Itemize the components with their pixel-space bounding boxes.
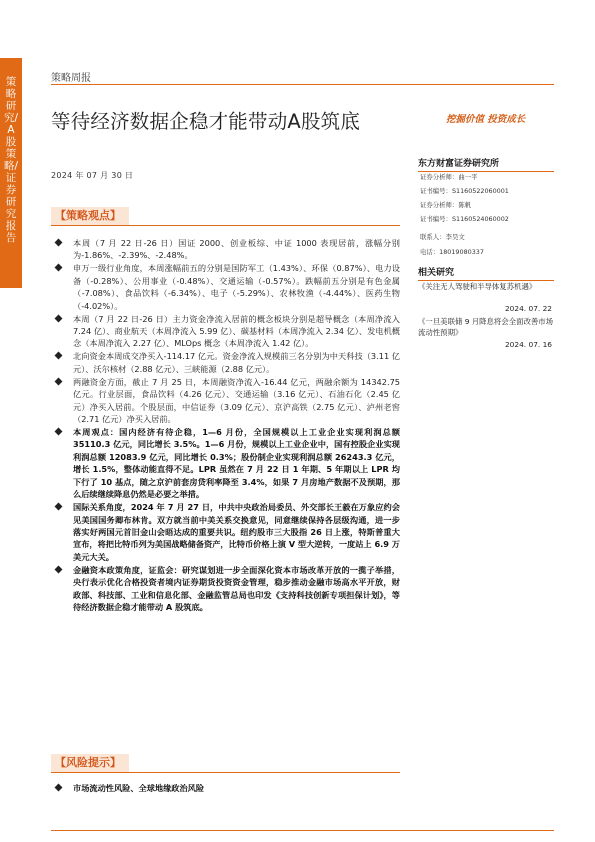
list-item <box>51 782 400 794</box>
viewpoint-section-header <box>51 207 400 226</box>
diamond-bullet-icon <box>55 352 63 360</box>
bullet-text: 本周观点：国内经济有待企稳，1—6 月份，全国规模以上工业企业实现利润总额 35110.3 亿元，同比增长 3.5%。1—6 月份，规模以上工业企业中，国有控股企业实现利润总额 12083.9 亿元，同比增长 0.3%；股份制企业实现利润总额 26243.3 亿元，增长 1.5%，整体动能直得不足。LPR 虽然在 7 月 22 日 1 年期、5 年期以上 LPR 均下行了 10 基点，随之京沪前套房贷利率降至 3.4%，如果 7 月房地产数据不及预期，那么后续继续降息仍然是必要之举措。 <box>73 427 400 500</box>
bullet-text: 北向资金本周成交净买入-114.17 亿元。资金净流入规模前三名分别为中天科技（3.11 亿元）、沃尔核材（2.88 亿元）、三峡能源（2.88 亿元）。 <box>73 351 400 374</box>
side-label: 策略研究/A股策略/证券研究报告 <box>4 76 19 244</box>
list-item <box>51 426 400 500</box>
diamond-bullet-icon <box>55 377 63 385</box>
section-title: 【风险提示】 <box>51 754 129 772</box>
diamond-bullet-icon <box>55 565 63 573</box>
related-research-title: 相关研究 <box>418 265 554 281</box>
bullet-text: 金融资本政策角度，证监会：研究谋划进一步全面深化资本市场改革开放的一揽子举措，央行表示优化合格投资者境内证券期货投资资金管理，稳步推动金融市场高水平开放，财政部、科技部、工业和信息化部、金融监管总局也印发《支持科技创新专项担保计划》，等待经济数据企稳才能带动 A 股筑底。 <box>73 564 400 612</box>
diamond-bullet-icon <box>55 264 63 272</box>
related-link[interactable]: 《一旦美联储 9 月降息将会全面改善市场流动性预期》 <box>418 317 554 337</box>
header-divider <box>51 84 406 85</box>
analyst-line: 证书编号：S1160524060002 <box>420 215 509 223</box>
page-title: 等待经济数据企稳才能带动A股筑底 <box>51 110 361 133</box>
related-date: 2024. 07. 22 <box>504 304 552 313</box>
diamond-bullet-icon <box>55 314 63 322</box>
report-type: 策略周报 <box>51 73 91 84</box>
list-item <box>51 501 400 563</box>
list-item <box>51 350 400 375</box>
diamond-bullet-icon <box>55 784 63 792</box>
phone-line: 电话：18019080337 <box>420 248 484 256</box>
slogan: 挖掘价值 投资成长 <box>446 114 526 125</box>
analyst-line: 证券分析师：曲一平 <box>420 173 478 181</box>
risk-section-header <box>51 754 400 773</box>
analyst-line: 证券分析师：陈帆 <box>420 201 472 209</box>
bullet-text: 本周（7 月 22 日-26 日）主力资金净流入居前的概念板块分别是超导概念（本周净流入 7.24 亿）、商业航天（本周净流入 5.99 亿）、碳基材料（本周净流入 2.34 亿）、发电机概念（本周净流入 2.27 亿）、MLOps 概念（本周净流入 1.42 亿）。 <box>73 313 400 349</box>
list-item <box>51 376 400 426</box>
list-item <box>51 313 400 350</box>
institute-name: 东方财富证券研究所 <box>418 156 554 172</box>
report-date: 2024 年 07 月 30 日 <box>51 171 134 180</box>
related-date: 2024. 07. 16 <box>504 340 552 349</box>
bullet-text: 国际关系角度，2024 年 7 月 27 日，中共中央政治局委员、外交部长王毅在万象应约会见美国国务卿布林肯。双方就当前中美关系交换意见，同意继续保持各层级沟通，进一步落实好两国元首旧金山会晤达成的重要共识。纽约股市三大股指 26 日上涨，特斯普重大宣布，将把比特币列为美国战略储备资产，比特币价格上演 V 型大逆转，一度站上 6.9 万美元大关。 <box>73 502 400 562</box>
list-item <box>51 237 400 262</box>
bullet-text: 市场流动性风险、全球地缘政治风险 <box>73 783 205 793</box>
section-title: 【策略观点】 <box>51 207 129 225</box>
contact-line: 联系人：李昊文 <box>420 233 465 241</box>
bullet-text: 本周（7 月 22 日-26 日）国证 2000、创业板综、中证 1000 表现居前，涨幅分别为-1.86%、-2.39%、-2.48%。 <box>73 238 400 261</box>
diamond-bullet-icon <box>55 428 63 436</box>
list-item <box>51 564 400 614</box>
diamond-bullet-icon <box>55 239 63 247</box>
viewpoint-list <box>51 237 400 614</box>
diamond-bullet-icon <box>55 503 63 511</box>
related-link[interactable]: 《关注无人驾驶和半导体复苏机遇》 <box>418 282 537 291</box>
footer-divider <box>51 830 554 831</box>
bullet-text: 申万一级行业角度，本周涨幅前五的分别是国防军工（1.43%）、环保（0.87%）、电力设备（-0.28%）、公用事业（-0.48%）、交通运输（-0.57%）。跌幅前五分别是有色金属（-7.08%）、食品饮料（-6.34%）、电子（-5.29%）、农林牧渔（-4.44%）、医药生物（-4.02%）。 <box>73 263 400 311</box>
header-divider-right <box>406 84 554 85</box>
analyst-line: 证书编号：S1160522060001 <box>420 187 509 195</box>
risk-list <box>51 782 400 795</box>
bullet-text: 两融资金方面，截止 7 月 25 日，本周融资净流入-16.44 亿元，两融余额为 14342.75 亿元。行业层面，食品饮料（4.26 亿元）、交通运输（3.16 亿元）、石油石化（2.45 亿元）净买入居前。个股层面，中信证券（3.09 亿元）、京沪高铁（2.75 亿元）、泸州老窖（2.71 亿元）净买入居前。 <box>73 376 400 425</box>
list-item <box>51 262 400 312</box>
